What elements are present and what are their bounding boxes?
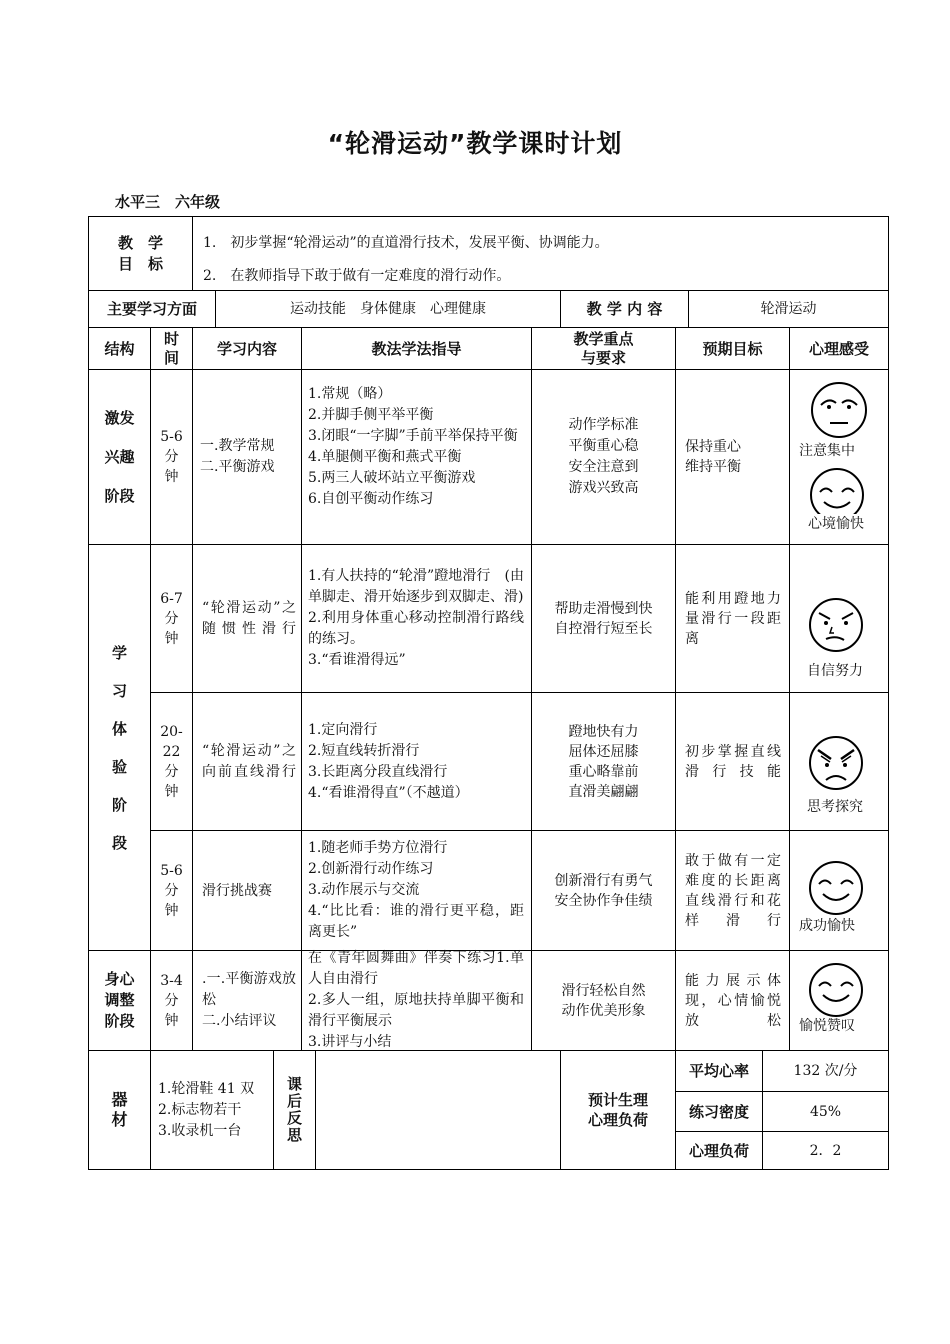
focused-face-icon (809, 380, 869, 440)
row-key: 动作学标准 平衡重心稳 安全注意到 游戏兴致高 (568, 417, 639, 496)
row-goal: 能利用蹬地力量滑行一段距离 (685, 590, 781, 647)
aspect-label: 主要学习方面 (106, 300, 197, 318)
header-method: 教法学法指导 (371, 339, 462, 358)
row-method: 1.随老师手势方位滑行 2.创新滑行动作练习 3.动作展示与交流 4.“比比看：谁的滑行更平稳，距离更长” (308, 840, 524, 940)
stage-label: 身心 调整 阶段 (104, 970, 135, 1030)
objectives-label: 教 学 目 标 (117, 233, 163, 273)
row-time: 20- 22 分 钟 (160, 723, 183, 800)
content-value: 轮滑运动 (760, 301, 817, 317)
row-content: 一.教学常规 二.平衡游戏 (200, 438, 275, 475)
feeling-label: 愉悦赞叹 (799, 1018, 855, 1034)
content-label: 教 学 内 容 (586, 300, 663, 318)
thinking-face-icon (806, 734, 866, 792)
metric-label: 平均心率 (688, 1062, 749, 1080)
aspect-value: 运动技能 身体健康 心理健康 (290, 301, 486, 317)
feeling-label: 心境愉快 (808, 516, 864, 532)
feeling-label: 注意集中 (799, 443, 855, 459)
objective-item: 1. 初步掌握“轮滑运动”的直道滑行技术，发展平衡、协调能力。 (203, 235, 609, 251)
header-feeling: 心理感受 (808, 339, 869, 358)
row-method: 1.有人扶持的“轮滑”蹬地滑行 (由单脚走、滑开始逐步到双脚走、滑) 2.利用身体重心移动控制滑行路线的练习。 3.“看谁滑得远” (308, 568, 524, 668)
header-content: 学习内容 (216, 339, 277, 358)
reflection-content (316, 1051, 560, 1169)
row-key: 帮助走滑慢到快 自控滑行短至长 (554, 600, 653, 637)
metric-value: 45% (809, 1103, 842, 1120)
determined-face-icon (806, 596, 866, 654)
row-time: 3-4 分 钟 (160, 972, 183, 1029)
pleased-face-icon (806, 962, 866, 1018)
row-key: 滑行轻松自然 动作优美形象 (561, 982, 646, 1019)
row-goal: 能力展示体现，心情愉悦放松 (685, 972, 781, 1029)
row-content: 滑行挑战赛 (202, 882, 272, 899)
row-key: 创新滑行有勇气 安全协作争佳绩 (554, 872, 653, 909)
metric-value: 2．2 (809, 1142, 842, 1159)
header-structure: 结构 (104, 339, 135, 358)
row-time: 5-6 分 钟 (160, 862, 183, 919)
row-time: 5-6 分 钟 (160, 429, 183, 485)
row-key: 蹬地快有力 屈体还屈膝 重心略靠前 直滑美翩翩 (568, 723, 639, 800)
load-label: 预计生理 心理负荷 (587, 1091, 648, 1129)
feeling-label: 思考探究 (807, 799, 863, 815)
reflection-label: 课 后 反 思 (286, 1075, 302, 1144)
row-content: “轮滑运动”之随惯性滑行 (202, 599, 296, 637)
equipment-list: 1.轮滑鞋 41 双 2.标志物若干 3.收录机一台 (158, 1080, 255, 1139)
metric-label: 心理负荷 (688, 1141, 749, 1160)
row-method: 1.定向滑行 2.短直线转折滑行 3.长距离分段直线滑行 4.“看谁滑得直”（不越道） (308, 721, 469, 801)
stage-label: 激发 兴趣 阶段 (104, 408, 135, 505)
successful-face-icon (806, 860, 866, 916)
equipment-label: 器 材 (111, 1090, 128, 1129)
objective-item: 2. 在教师指导下敢于做有一定难度的滑行动作。 (203, 268, 511, 284)
metric-label: 练习密度 (688, 1102, 749, 1121)
row-goal: 保持重心 维持平衡 (685, 439, 741, 475)
stage-label: 学 习 体 验 阶 段 (111, 643, 127, 852)
feeling-label: 成功愉快 (799, 918, 855, 934)
metric-value: 132 次/分 (793, 1063, 858, 1079)
row-method: 在《青年圆舞曲》伴奏下练习1.单人自由滑行 2.多人一组，原地扶持单脚平衡和滑行平衡展示 3.讲评与小结 (308, 950, 524, 1050)
header-time: 时 间 (163, 329, 179, 367)
row-method: 1.常规（略） 2.并脚手侧平举平衡 3.闭眼“一字脚”手前平举保持平衡 4.单腿侧平衡和燕式平衡 5.两三人破坏站立平衡游戏 6.自创平衡动作练习 (308, 386, 518, 507)
row-content: .一.平衡游戏放松 二.小结评议 (202, 971, 296, 1029)
page-title: “轮滑运动”教学课时计划 (327, 129, 623, 158)
grade-level: 水平三 六年级 (115, 193, 221, 211)
feeling-label: 自信努力 (807, 663, 863, 679)
row-goal: 敢于做有一定难度的长距离直线滑行和花样滑行 (685, 852, 781, 929)
header-goal: 预期目标 (702, 339, 763, 358)
header-key: 教学重点 与要求 (573, 329, 634, 367)
row-goal: 初步掌握直线滑行技能 (685, 743, 781, 780)
row-time: 6-7 分 钟 (160, 590, 183, 647)
row-content: “轮滑运动”之向前直线滑行 (202, 742, 296, 780)
